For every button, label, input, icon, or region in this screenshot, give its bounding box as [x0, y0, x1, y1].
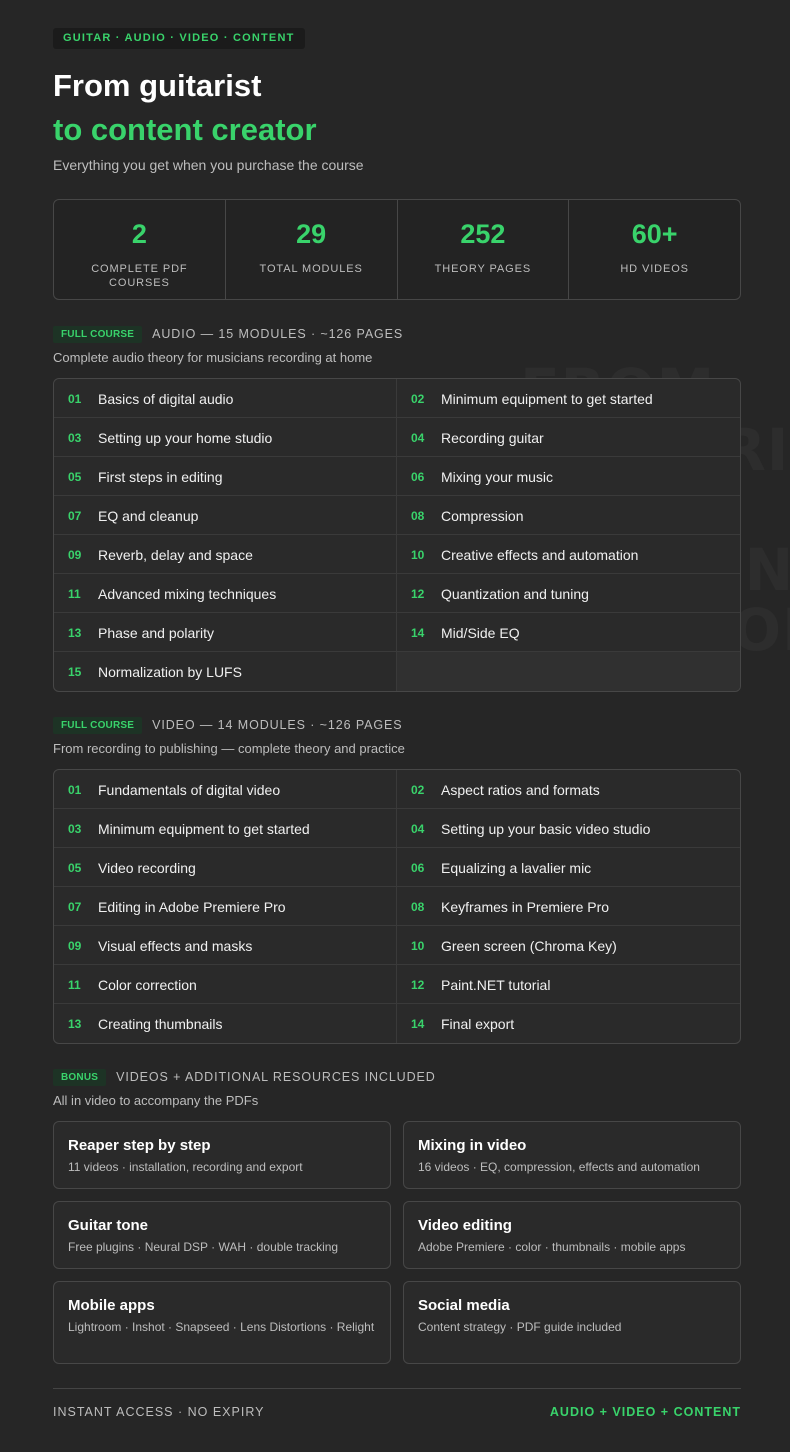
- module-number: 02: [411, 391, 425, 406]
- bonus-card-video-editing: [403, 1201, 741, 1269]
- module-label: Video recording: [98, 859, 196, 876]
- module-label: Mid/Side EQ: [441, 624, 520, 641]
- stats-panel: [53, 199, 741, 300]
- module-row: [54, 457, 740, 496]
- module-item: [397, 848, 740, 887]
- module-number: 14: [411, 625, 425, 640]
- full-course-badge: FULL COURSE: [53, 717, 142, 734]
- module-number: 01: [68, 782, 82, 797]
- stat-pdf-courses: [54, 200, 226, 299]
- audio-section-title: AUDIO — 15 MODULES · ~126 PAGES: [152, 327, 404, 341]
- bonus-card-description: Adobe Premiere · color · thumbnails · mobile apps: [418, 1240, 686, 1254]
- module-label: Aspect ratios and formats: [441, 781, 600, 798]
- bonus-card-guitar-tone: [53, 1201, 391, 1269]
- bonus-card-title: Social media: [418, 1297, 510, 1314]
- module-number: 09: [68, 547, 82, 562]
- module-number: 06: [411, 469, 425, 484]
- module-label: Minimum equipment to get started: [98, 820, 310, 837]
- module-row: [54, 574, 740, 613]
- module-row: [54, 809, 740, 848]
- module-item: [397, 1004, 740, 1043]
- module-number: 07: [68, 899, 82, 914]
- stat-value: 252: [460, 219, 506, 249]
- bonus-card-title: Guitar tone: [68, 1217, 149, 1234]
- module-label: Compression: [441, 507, 524, 524]
- module-item: [397, 418, 740, 457]
- bonus-card-description: Content strategy · PDF guide included: [418, 1320, 622, 1334]
- module-item: [397, 613, 740, 652]
- bonus-card-social-media: [403, 1281, 741, 1364]
- module-item: [54, 848, 397, 887]
- module-label: Advanced mixing techniques: [98, 585, 277, 602]
- audio-section-header: [53, 325, 403, 343]
- video-section-header: [53, 716, 402, 734]
- module-item: [54, 652, 397, 691]
- module-item: [397, 887, 740, 926]
- bonus-section-description: All in video to accompany the PDFs: [53, 1093, 259, 1108]
- module-item: [54, 496, 397, 535]
- module-label: Green screen (Chroma Key): [441, 937, 617, 954]
- module-label: Creative effects and automation: [441, 546, 639, 563]
- module-number: 08: [411, 899, 425, 914]
- module-label: Paint.NET tutorial: [441, 976, 551, 993]
- page-title-line2: to content creator: [53, 112, 317, 147]
- bonus-badge: BONUS: [53, 1069, 106, 1086]
- module-label: Reverb, delay and space: [98, 546, 253, 563]
- module-item: [54, 574, 397, 613]
- module-item: [397, 926, 740, 965]
- module-item: [397, 965, 740, 1004]
- module-number: 03: [68, 430, 82, 445]
- module-label: Final export: [441, 1015, 515, 1032]
- bonus-section-header: [53, 1068, 436, 1086]
- page-subtitle: Everything you get when you purchase the course: [53, 157, 364, 173]
- module-row: [54, 535, 740, 574]
- module-label: Basics of digital audio: [98, 390, 234, 407]
- module-item: [397, 379, 740, 418]
- module-label: Phase and polarity: [98, 624, 214, 641]
- stat-label: THEORY PAGES: [434, 263, 532, 275]
- module-row: [54, 418, 740, 457]
- module-label: Minimum equipment to get started: [441, 390, 653, 407]
- module-number: 10: [411, 547, 425, 562]
- module-item: [397, 496, 740, 535]
- bonus-card-title: Video editing: [418, 1217, 512, 1234]
- module-number: 11: [68, 977, 81, 992]
- module-row: [54, 496, 740, 535]
- module-item: [397, 457, 740, 496]
- module-item: [54, 965, 397, 1004]
- module-number: 11: [68, 586, 81, 601]
- bonus-card-description: 16 videos · EQ, compression, effects and automation: [418, 1160, 700, 1174]
- stat-hd-videos: [569, 200, 740, 299]
- module-label: Quantization and tuning: [441, 585, 589, 602]
- module-label: Editing in Adobe Premiere Pro: [98, 898, 286, 915]
- full-course-badge: FULL COURSE: [53, 326, 142, 343]
- module-number: 07: [68, 508, 82, 523]
- module-row: [54, 652, 740, 691]
- module-item: [54, 887, 397, 926]
- stat-label: COMPLETE PDF COURSES: [91, 263, 188, 289]
- bonus-card-description: 11 videos · installation, recording and export: [68, 1160, 303, 1174]
- video-modules-grid: [53, 769, 741, 1044]
- page-title-line1: From guitarist: [53, 68, 262, 103]
- audio-modules-grid: [53, 378, 741, 692]
- module-row: [54, 965, 740, 1004]
- audio-section-description: Complete audio theory for musicians recording at home: [53, 350, 373, 365]
- module-item: [54, 418, 397, 457]
- stat-value: 2: [131, 219, 147, 249]
- bonus-card-reaper: [53, 1121, 391, 1189]
- module-label: Color correction: [98, 976, 197, 993]
- bonus-section-title: VIDEOS + ADDITIONAL RESOURCES INCLUDED: [116, 1070, 436, 1084]
- bonus-card-title: Reaper step by step: [68, 1137, 211, 1154]
- module-row: [54, 926, 740, 965]
- module-number: 04: [411, 430, 425, 445]
- footer-divider: [53, 1388, 741, 1389]
- module-item: [54, 926, 397, 965]
- module-item: [397, 535, 740, 574]
- module-item: [54, 457, 397, 496]
- module-number: 01: [68, 391, 82, 406]
- module-label: Creating thumbnails: [98, 1015, 223, 1032]
- module-item: [397, 809, 740, 848]
- module-label: First steps in editing: [98, 468, 223, 485]
- category-tag: GUITAR · AUDIO · VIDEO · CONTENT: [53, 28, 305, 49]
- video-section-title: VIDEO — 14 MODULES · ~126 PAGES: [152, 718, 403, 732]
- footer-tagline: AUDIO + VIDEO + CONTENT: [549, 1405, 741, 1419]
- module-number: 13: [68, 625, 82, 640]
- module-row: [54, 770, 740, 809]
- video-section-description: From recording to publishing — complete theory and practice: [53, 741, 405, 756]
- bonus-card-mobile-apps: [53, 1281, 391, 1364]
- stat-label: HD VIDEOS: [620, 263, 689, 275]
- module-item: [54, 613, 397, 652]
- module-label: Fundamentals of digital video: [98, 781, 281, 798]
- stat-theory-pages: [398, 200, 570, 299]
- module-item: [54, 809, 397, 848]
- module-label: Keyframes in Premiere Pro: [441, 898, 610, 915]
- module-number: 14: [411, 1016, 425, 1031]
- module-row: [54, 1004, 740, 1043]
- module-item: [54, 535, 397, 574]
- module-label: Setting up your basic video studio: [441, 820, 651, 837]
- stat-total-modules: [226, 200, 398, 299]
- module-number: 08: [411, 508, 425, 523]
- bonus-card-description: Lightroom · Inshot · Snapseed · Lens Distortions · Relight: [68, 1320, 375, 1334]
- module-row: [54, 379, 740, 418]
- module-item: [397, 770, 740, 809]
- empty-cell: [397, 652, 740, 691]
- module-number: 13: [68, 1016, 82, 1031]
- module-row: [54, 848, 740, 887]
- module-number: 05: [68, 469, 82, 484]
- module-number: 04: [411, 821, 425, 836]
- module-number: 09: [68, 938, 82, 953]
- module-number: 06: [411, 860, 425, 875]
- bonus-card-title: Mobile apps: [68, 1297, 155, 1314]
- module-item: [397, 574, 740, 613]
- module-label: Recording guitar: [441, 429, 544, 446]
- bonus-card-mixing: [403, 1121, 741, 1189]
- module-number: 12: [411, 977, 425, 992]
- module-number: 05: [68, 860, 82, 875]
- bonus-card-title: Mixing in video: [418, 1137, 527, 1154]
- module-item: [54, 770, 397, 809]
- module-row: [54, 613, 740, 652]
- module-label: Equalizing a lavalier mic: [441, 859, 592, 876]
- module-label: Setting up your home studio: [98, 429, 273, 446]
- module-label: Normalization by LUFS: [98, 663, 242, 680]
- module-number: 03: [68, 821, 82, 836]
- module-number: 10: [411, 938, 425, 953]
- stat-value: 29: [296, 219, 327, 249]
- module-number: 15: [68, 664, 82, 679]
- module-item: [54, 379, 397, 418]
- module-number: 02: [411, 782, 425, 797]
- footer-access-text: INSTANT ACCESS · NO EXPIRY: [53, 1405, 265, 1419]
- module-row: [54, 887, 740, 926]
- module-label: EQ and cleanup: [98, 507, 199, 524]
- module-label: Mixing your music: [441, 468, 554, 485]
- module-item: [54, 1004, 397, 1043]
- stat-label: TOTAL MODULES: [259, 263, 363, 275]
- bonus-card-description: Free plugins · Neural DSP · WAH · double tracking: [68, 1240, 339, 1254]
- module-label: Visual effects and masks: [98, 937, 253, 954]
- stat-value: 60+: [631, 219, 678, 249]
- module-number: 12: [411, 586, 425, 601]
